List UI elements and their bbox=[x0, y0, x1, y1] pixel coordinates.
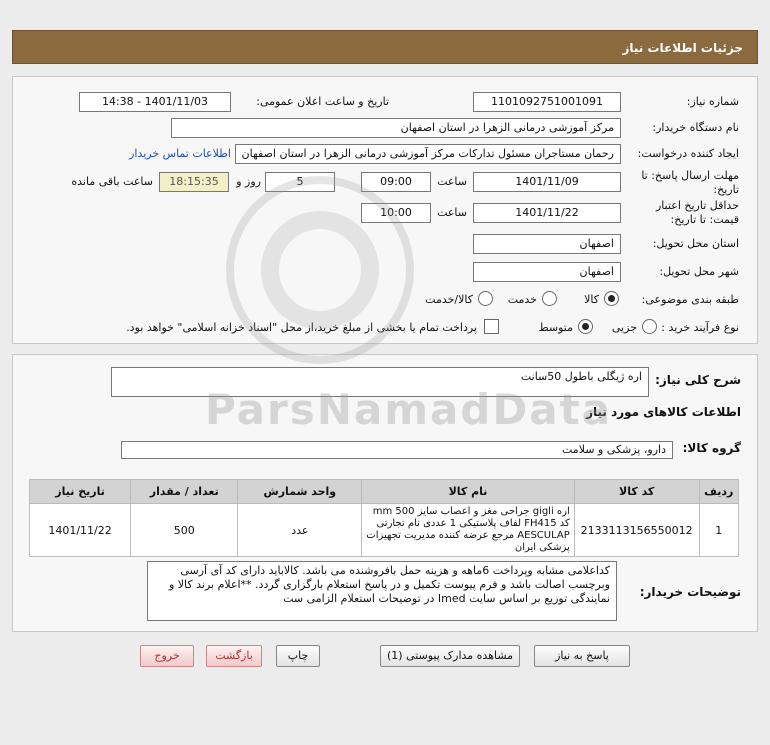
row-code: 2133113156550012 bbox=[574, 504, 699, 557]
city-label: شهر محل تحویل: bbox=[659, 265, 739, 278]
col-unit: واحد شمارش bbox=[238, 480, 362, 504]
city-field[interactable]: اصفهان bbox=[473, 262, 621, 282]
days-label: روز و bbox=[236, 175, 261, 188]
validity-date-field[interactable]: 1401/11/22 bbox=[473, 203, 621, 223]
group-field[interactable]: دارو، پزشکی و سلامت bbox=[121, 441, 673, 459]
category-option-goods-service: کالا/خدمت bbox=[425, 293, 473, 306]
days-field[interactable]: 5 bbox=[265, 172, 335, 192]
province-field[interactable]: اصفهان bbox=[473, 234, 621, 254]
validity-label: حداقل تاریخ اعتبار قیمت: تا تاریخ: bbox=[655, 199, 739, 226]
process-option-minor: جزیی bbox=[611, 321, 637, 334]
print-button[interactable]: چاپ bbox=[276, 645, 320, 667]
need-number-label: شماره نیاز: bbox=[686, 95, 739, 108]
row-date: 1401/11/22 bbox=[30, 504, 131, 557]
goods-panel bbox=[12, 354, 758, 632]
exit-button[interactable]: خروج bbox=[140, 645, 194, 667]
table-row[interactable] bbox=[30, 504, 739, 557]
back-button[interactable]: بازگشت bbox=[206, 645, 262, 667]
category-radio-goods[interactable] bbox=[604, 291, 619, 306]
category-option-goods: کالا bbox=[584, 293, 599, 306]
category-label: طبقه بندی موضوعی: bbox=[641, 293, 739, 306]
buyer-contact-link[interactable]: اطلاعات تماس خریدار bbox=[129, 147, 231, 160]
creator-label: ایجاد کننده درخواست: bbox=[637, 147, 739, 160]
col-code: کد کالا bbox=[574, 480, 699, 504]
buyer-org-label: نام دستگاه خریدار: bbox=[652, 121, 739, 134]
province-label: استان محل تحویل: bbox=[652, 237, 739, 250]
deadline-label: مهلت ارسال پاسخ: تا تاریخ: bbox=[641, 169, 739, 196]
row-qty: 500 bbox=[131, 504, 238, 557]
summary-field[interactable]: اره ژیگلی باطول 50سانت bbox=[111, 367, 649, 397]
process-radio-minor[interactable] bbox=[642, 319, 657, 334]
notes-field[interactable]: کداعلامی مشابه وپرداخت 6ماهه و هزینه حمل بافروشنده می باشد. کالاباید دارای کد آی آرسی وبرچسب اصالت باشد و فرم پیوست تکمیل و در پاسخ استعلام بارگزاری گردد. **اعلام برند کالا و نمایندگی توزیع بر اساس سایت Imed در توضیحات استعلام الزامی ست bbox=[147, 561, 617, 621]
category-radio-service[interactable] bbox=[542, 291, 557, 306]
remaining-time-field: 18:15:35 bbox=[159, 172, 229, 192]
process-option-medium: متوسط bbox=[538, 321, 573, 334]
payment-note: پرداخت تمام یا بخشی از مبلغ خرید،از محل "اسناد خزانه اسلامی" خواهد بود. bbox=[126, 321, 477, 334]
row-unit: عدد bbox=[238, 504, 362, 557]
creator-field[interactable]: رحمان مستاجران مسئول تدارکات مرکز آموزشی درمانی الزهرا در استان اصفهان bbox=[235, 144, 621, 164]
validity-time-field[interactable]: 10:00 bbox=[361, 203, 431, 223]
need-details-panel bbox=[12, 76, 758, 344]
page-title: جزئیات اطلاعات نیاز bbox=[12, 30, 758, 64]
need-number-field[interactable]: 1101092751001091 bbox=[473, 92, 621, 112]
reply-button[interactable]: پاسخ به نیاز bbox=[534, 645, 630, 667]
category-radio-goods-service[interactable] bbox=[478, 291, 493, 306]
process-radio-medium[interactable] bbox=[578, 319, 593, 334]
announce-field[interactable]: 1401/11/03 - 14:38 bbox=[79, 92, 231, 112]
deadline-time-label: ساعت bbox=[437, 175, 467, 188]
summary-label: شرح کلی نیاز: bbox=[655, 373, 741, 387]
validity-time-label: ساعت bbox=[437, 206, 467, 219]
category-option-service: خدمت bbox=[507, 293, 537, 306]
process-label: نوع فرآیند خرید : bbox=[661, 321, 739, 334]
row-index: 1 bbox=[699, 504, 738, 557]
col-index: ردیف bbox=[699, 480, 738, 504]
col-name: نام کالا bbox=[362, 480, 575, 504]
buyer-org-field[interactable]: مرکز آموزشی درمانی الزهرا در استان اصفهان bbox=[171, 118, 621, 138]
announce-label: تاریخ و ساعت اعلان عمومی: bbox=[256, 95, 389, 108]
deadline-date-field[interactable]: 1401/11/09 bbox=[473, 172, 621, 192]
deadline-time-field[interactable]: 09:00 bbox=[361, 172, 431, 192]
col-qty: تعداد / مقدار bbox=[131, 480, 238, 504]
goods-table bbox=[29, 479, 739, 557]
row-name: اره gigli جراحی مغز و اعصاب سایز 500 mm کد FH415 لفاف پلاستیکی 1 عددی نام تجارتی AESCULAP مرجع عرضه کننده مدیریت تجهیزات پزشکی ایران bbox=[362, 504, 575, 557]
group-label: گروه کالا: bbox=[682, 441, 741, 455]
notes-label: توضیحات خریدار: bbox=[639, 585, 741, 599]
col-date: تاریخ نیاز bbox=[30, 480, 131, 504]
payment-checkbox[interactable] bbox=[484, 319, 499, 334]
attachments-button[interactable]: مشاهده مدارک پیوستی (1) bbox=[380, 645, 520, 667]
watermark-logo: ParsNamadData bbox=[205, 385, 612, 434]
goods-info-title: اطلاعات کالاهای مورد نیاز bbox=[586, 405, 741, 419]
remaining-label: ساعت باقی مانده bbox=[71, 175, 153, 188]
